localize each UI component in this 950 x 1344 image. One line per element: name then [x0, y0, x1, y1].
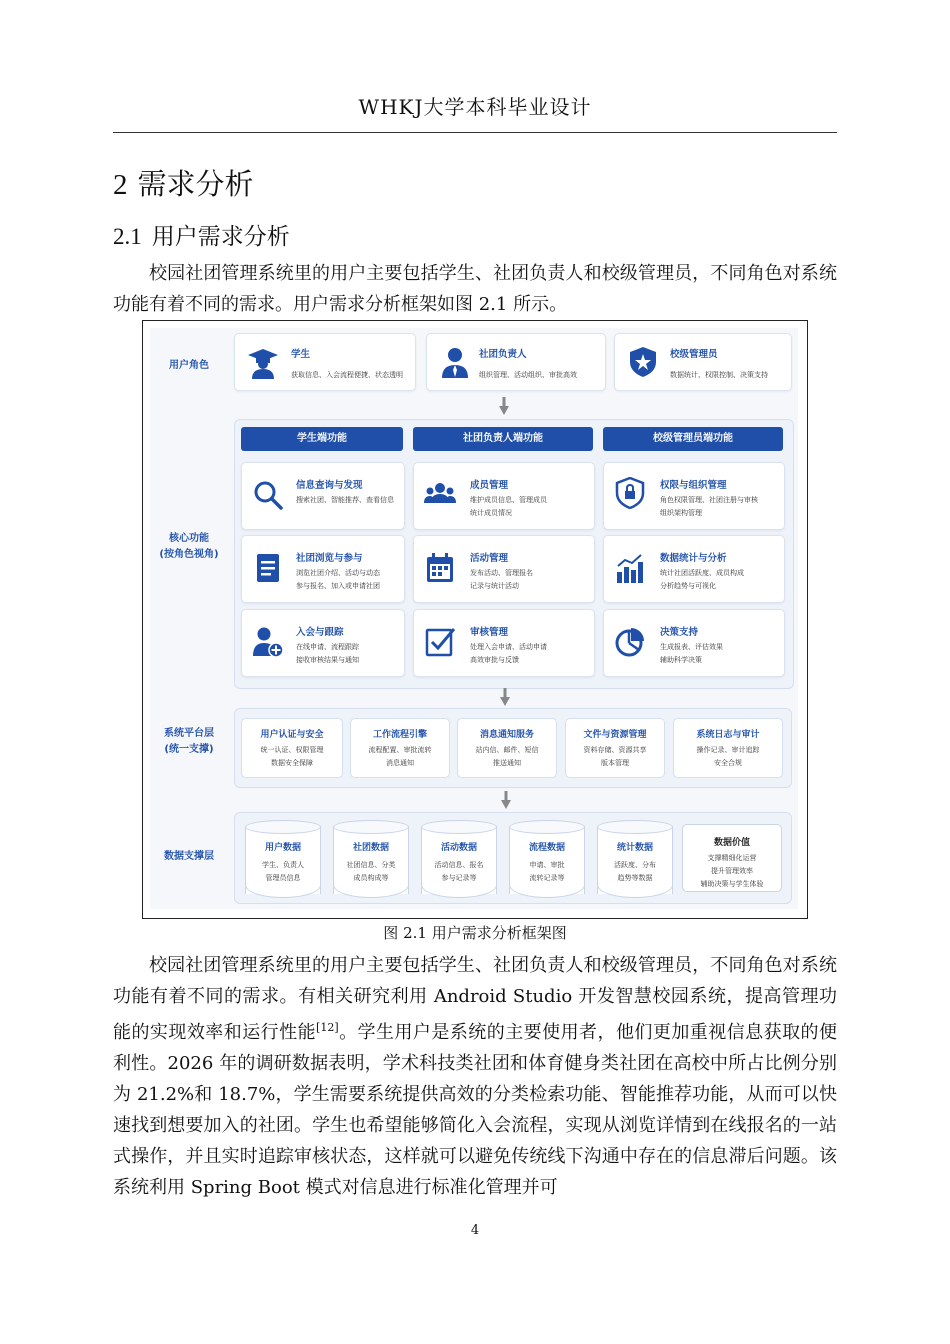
function-card-review-mgmt [413, 609, 595, 677]
datastore-desc: 申请、审批 [529, 861, 565, 869]
function-desc: 统计成员情况 [470, 509, 512, 517]
function-desc: 处理入会申请、活动申请 [470, 643, 547, 651]
service-desc: 流程配置、审批流转 [368, 746, 432, 754]
function-title: 审核管理 [470, 627, 509, 638]
requirements-framework-figure [142, 320, 808, 919]
service-desc: 统一认证、权限管理 [260, 746, 324, 754]
service-card-auth [241, 718, 343, 778]
function-title: 信息查询与发现 [296, 480, 363, 491]
service-desc: 版本管理 [601, 759, 629, 767]
column-header-admin: 校级管理员端功能 [603, 427, 783, 451]
function-desc: 浏览社团介绍、活动与动态 [296, 569, 380, 577]
service-title: 工作流程引擎 [372, 730, 427, 740]
datastore-desc: 成员构成等 [353, 874, 389, 882]
function-desc: 组织架构管理 [660, 509, 702, 517]
function-desc: 辅助科学决策 [660, 656, 702, 664]
down-arrow-icon [499, 397, 509, 415]
shield-lock-icon [614, 477, 646, 509]
datastore-title: 用户数据 [264, 843, 301, 853]
function-desc: 参与报名、加入或申请社团 [296, 582, 380, 590]
role-title: 社团负责人 [479, 349, 527, 360]
chapter-number: 2 [113, 169, 128, 201]
function-card-club-browse [241, 535, 405, 603]
datastore-title: 活动数据 [440, 843, 477, 853]
down-arrow-icon [501, 791, 511, 809]
function-desc: 生成报表、评估效果 [660, 643, 723, 651]
body-text-continued: 。学生用户是系统的主要使用者，他们更加重视信息获取的便利性。2026 年的调研数据表明，学术科技类社团和体育健身类社团在高校中所占比例分别为 21.2%和 18.7%，学生需要系统提供高效的分类检索功能、智能推荐功能，从而可以快速找到想要加入的社团。学生也希望能够简化入会流程，实现从浏览详情到在线报名的一站式操作，并且实时追踪审核状态，这样就可以避免传统线下沟通中存在的信息滞后问题。该系统利用 Spring Boot 模式对信息进行标准化管理并可 [113, 1022, 838, 1198]
chapter-title: 需求分析 [137, 167, 254, 201]
service-title: 文件与资源管理 [583, 730, 647, 740]
datastore-workflow [509, 820, 585, 898]
function-title: 入会与跟踪 [296, 627, 344, 638]
calendar-icon [424, 552, 456, 584]
service-card-workflow [350, 718, 450, 778]
role-desc: 获取信息、入会流程便捷、状态透明 [291, 371, 403, 379]
data-value-desc: 支撑精细化运营 [707, 854, 757, 862]
row-label-core-line1: 核心功能 [169, 533, 209, 544]
function-title: 数据统计与分析 [660, 553, 727, 564]
row-label-platform-line2: (统一支撑) [164, 744, 214, 755]
body-paragraph [113, 950, 837, 1203]
datastore-statistics [597, 820, 673, 898]
datastore-title: 统计数据 [616, 843, 653, 853]
function-card-activity-mgmt [413, 535, 595, 603]
row-label-core-line2: (按角色视角) [159, 549, 219, 560]
service-desc: 数据安全保障 [271, 759, 313, 767]
datastore-desc: 管理员信息 [265, 874, 301, 882]
datastore-title: 社团数据 [352, 843, 389, 853]
service-card-notification [457, 718, 557, 778]
chapter-heading [113, 162, 254, 203]
figure-canvas [150, 328, 798, 909]
role-card-admin [614, 333, 792, 391]
row-label-core [154, 531, 224, 563]
function-card-permission [603, 462, 785, 530]
service-desc: 消息通知 [386, 759, 414, 767]
service-desc: 操作记录、审计追踪 [696, 746, 760, 754]
function-card-member-mgmt [413, 462, 595, 530]
function-card-info-search [241, 462, 405, 530]
role-desc: 组织管理、活动组织、审批高效 [479, 371, 577, 379]
body-text: 校园社团管理系统里的用户主要包括学生、社团负责人和校级管理员，不同角色对系统功能有着不同的需求。有相关研究利用 Android Studio 开发智慧校园系统，提高管理功能的实现效率和运行性能 [113, 955, 837, 1043]
service-desc: 资料存储、资源共享 [583, 746, 647, 754]
function-title: 决策支持 [660, 627, 699, 638]
function-card-statistics [603, 535, 785, 603]
row-label-roles: 用户角色 [169, 360, 209, 371]
function-desc: 接收审核结果与通知 [296, 656, 359, 664]
graduate-icon [247, 347, 279, 379]
function-card-decision [603, 609, 785, 677]
figure-caption: 图 2.1 用户需求分析框架图 [383, 924, 567, 942]
row-label-data: 数据支撑层 [164, 851, 214, 862]
function-desc: 在线申请、流程跟踪 [296, 643, 359, 651]
header-divider [113, 132, 837, 133]
function-desc: 记录与统计活动 [470, 582, 519, 590]
function-desc: 角色权限管理、社团注册与审核 [660, 496, 758, 504]
datastore-desc: 活跃度、分布 [614, 861, 656, 869]
datastore-clubs [333, 820, 409, 898]
checkbox-icon [424, 626, 456, 658]
datastore-desc: 流转记录等 [529, 874, 565, 882]
function-desc: 维护成员信息、管理成员 [470, 496, 547, 504]
service-desc: 安全合规 [714, 759, 742, 767]
datastore-activities [421, 820, 497, 898]
function-title: 社团浏览与参与 [296, 553, 363, 564]
datastore-desc: 趋势等数据 [617, 874, 653, 882]
shield-star-icon [627, 346, 659, 378]
add-user-icon [252, 626, 284, 658]
document-icon [252, 552, 284, 584]
datastore-desc: 活动信息、报名 [434, 861, 484, 869]
citation: [12] [316, 1021, 339, 1034]
service-card-files [565, 718, 665, 778]
leader-icon [439, 346, 471, 378]
row-label-platform-line1: 系统平台层 [164, 728, 214, 739]
function-desc: 统计社团活跃度、成员构成 [660, 569, 744, 577]
data-value-title: 数据价值 [713, 838, 750, 848]
datastore-title: 流程数据 [528, 843, 565, 853]
function-title: 成员管理 [470, 480, 509, 491]
role-title: 学生 [291, 349, 311, 360]
column-header-student: 学生端功能 [241, 427, 403, 451]
function-title: 活动管理 [470, 553, 509, 564]
function-desc: 高效审批与反馈 [470, 656, 519, 664]
section-heading [113, 218, 290, 251]
service-desc: 站内信、邮件、短信 [475, 746, 539, 754]
function-card-join-track [241, 609, 405, 677]
section-number: 2.1 [113, 224, 142, 249]
down-arrow-icon [500, 688, 510, 706]
function-title: 权限与组织管理 [660, 480, 727, 491]
role-card-student [234, 333, 416, 391]
datastore-users [245, 820, 321, 898]
bar-chart-icon [614, 552, 646, 584]
data-value-box [682, 824, 782, 892]
service-card-logs [673, 718, 783, 778]
column-header-leader: 社团负责人端功能 [413, 427, 593, 451]
service-desc: 推送通知 [493, 759, 521, 767]
intro-paragraph: 校园社团管理系统里的用户主要包括学生、社团负责人和校级管理员，不同角色对系统功能有着不同的需求。用户需求分析框架如图 2.1 所示。 [113, 263, 837, 315]
search-icon [252, 479, 284, 511]
service-title: 用户认证与安全 [260, 730, 324, 740]
pie-chart-icon [614, 626, 646, 658]
section-title: 用户需求分析 [151, 224, 290, 250]
role-title: 校级管理员 [670, 349, 718, 360]
service-title: 系统日志与审计 [696, 730, 760, 740]
function-desc: 搜索社团、智能推荐、查看信息 [296, 496, 394, 504]
page-number: 4 [470, 1223, 480, 1238]
datastore-desc: 学生、负责人 [262, 861, 304, 869]
datastore-desc: 社团信息、分类 [346, 861, 396, 869]
role-card-club-leader [426, 333, 606, 391]
datastore-desc: 参与记录等 [441, 874, 477, 882]
page-header: WHKJ大学本科毕业设计 [358, 95, 592, 119]
function-desc: 分析趋势与可视化 [660, 582, 716, 590]
function-desc: 发布活动、管理报名 [470, 569, 533, 577]
role-desc: 数据统计、权限控制、决策支持 [670, 371, 768, 379]
data-value-desc: 提升管理效率 [711, 867, 753, 875]
service-title: 消息通知服务 [479, 730, 534, 740]
group-icon [424, 479, 456, 511]
row-label-platform [154, 726, 224, 758]
data-value-desc: 辅助决策与学生体验 [700, 880, 764, 888]
